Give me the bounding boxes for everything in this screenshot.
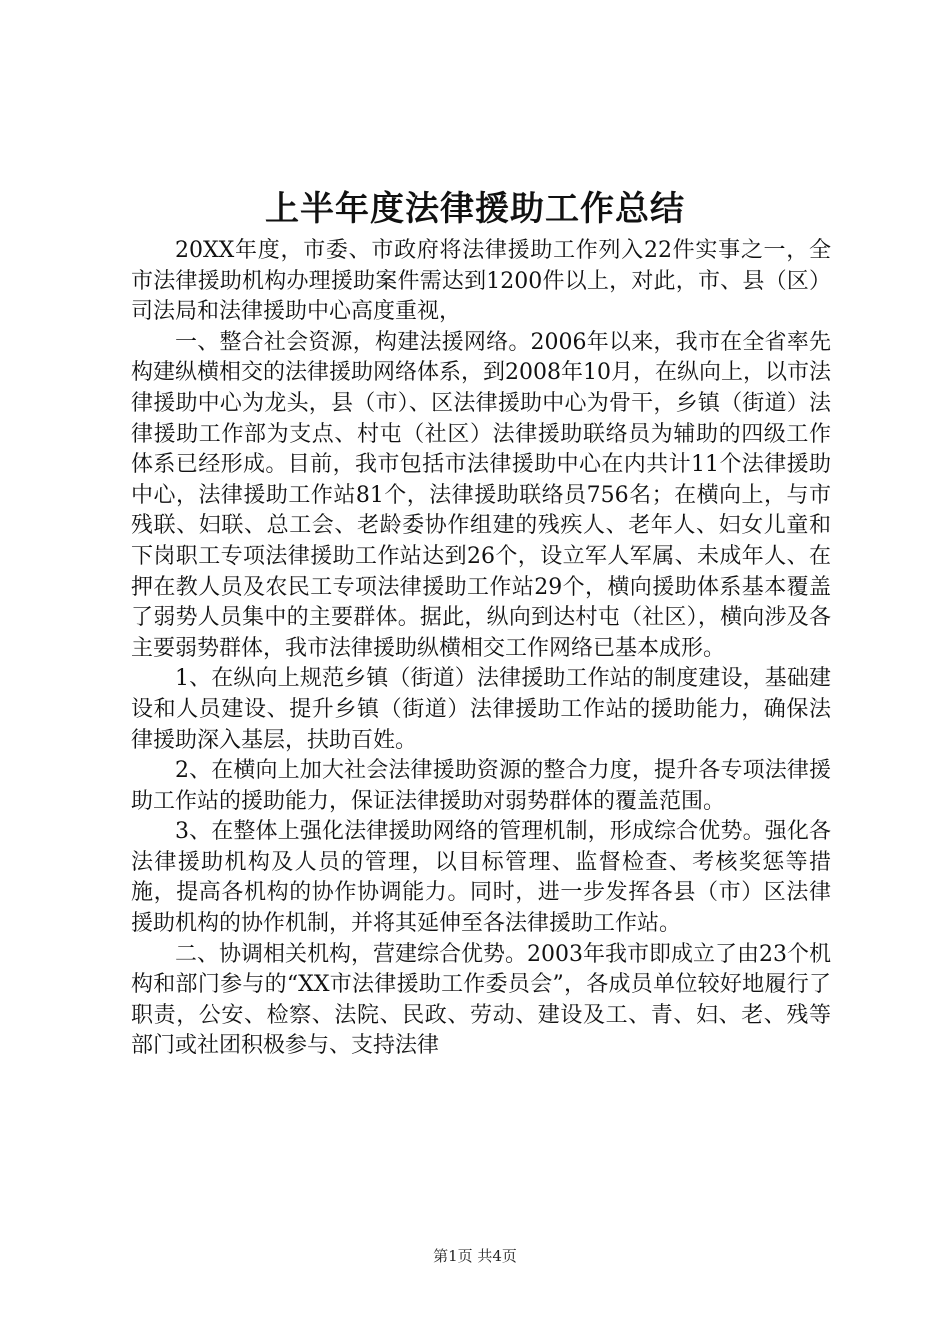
document-title: 上半年度法律援助工作总结 <box>265 189 685 229</box>
paragraph-item-three: 3、在整体上强化法律援助网络的管理机制，形成综合优势。强化各法律援助机构及人员的管理，以目标管理、监督检查、考核奖惩等措施，提高各机构的协作协调能力。同时，进一步发挥各县（市）区法律援助机构的协作机制，并将其延伸至各法律援助工作站。 <box>131 819 831 937</box>
paragraph-item-two: 2、在横向上加大社会法律援助资源的整合力度，提升各专项法律援助工作站的援助能力，保证法律援助对弱势群体的覆盖范围。 <box>131 758 831 814</box>
paragraph-intro: 20XX年度，市委、市政府将法律援助工作列入22件实事之一，全市法律援助机构办理援助案件需达到1200件以上，对此，市、县（区）司法局和法律援助中心高度重视， <box>131 238 831 325</box>
paragraph-section-one: 一、整合社会资源，构建法援网络。2006年以来，我市在全省率先构建纵横相交的法律援助网络体系，到2008年10月，在纵向上，以市法律援助中心为龙头，县（市）、区法律援助中心为骨干，乡镇（街道）法律援助工作部为支点、村屯（社区）法律援助联络员为辅助的四级工作体系已经形成。目前，我市包括市法律援助中心在内共计11个法律援助中心，法律援助工作站81个，法律援助联络员756名；在横向上，与市残联、妇联、总工会、老龄委协作组建的残疾人、老年人、妇女儿童和下岗职工专项法律援助工作站达到26个，设立军人军属、未成年人、在押在教人员及农民工专项法律援助工作站29个，横向援助体系基本覆盖了弱势人员集中的主要群体。据此，纵向到达村屯（社区），横向涉及各主要弱势群体，我市法律援助纵横相交工作网络已基本成形。 <box>131 329 831 661</box>
paragraph-section-two: 二、协调相关机构，营建综合优势。2003年我市即成立了由23个机构和部门参与的“XX市法律援助工作委员会”，各成员单位较好地履行了职责，公安、检察、法院、民政、劳动、建设及工、青、妇、老、残等部门或社团积极参与、支持法律 <box>131 941 831 1059</box>
paragraph-item-one: 1、在纵向上规范乡镇（街道）法律援助工作站的制度建设，基础建设和人员建设、提升乡镇（街道）法律援助工作站的援助能力，确保法律援助深入基层，扶助百姓。 <box>131 666 831 753</box>
document-body <box>131 236 831 1062</box>
page-footer: 第1页 共4页 <box>433 1247 517 1265</box>
